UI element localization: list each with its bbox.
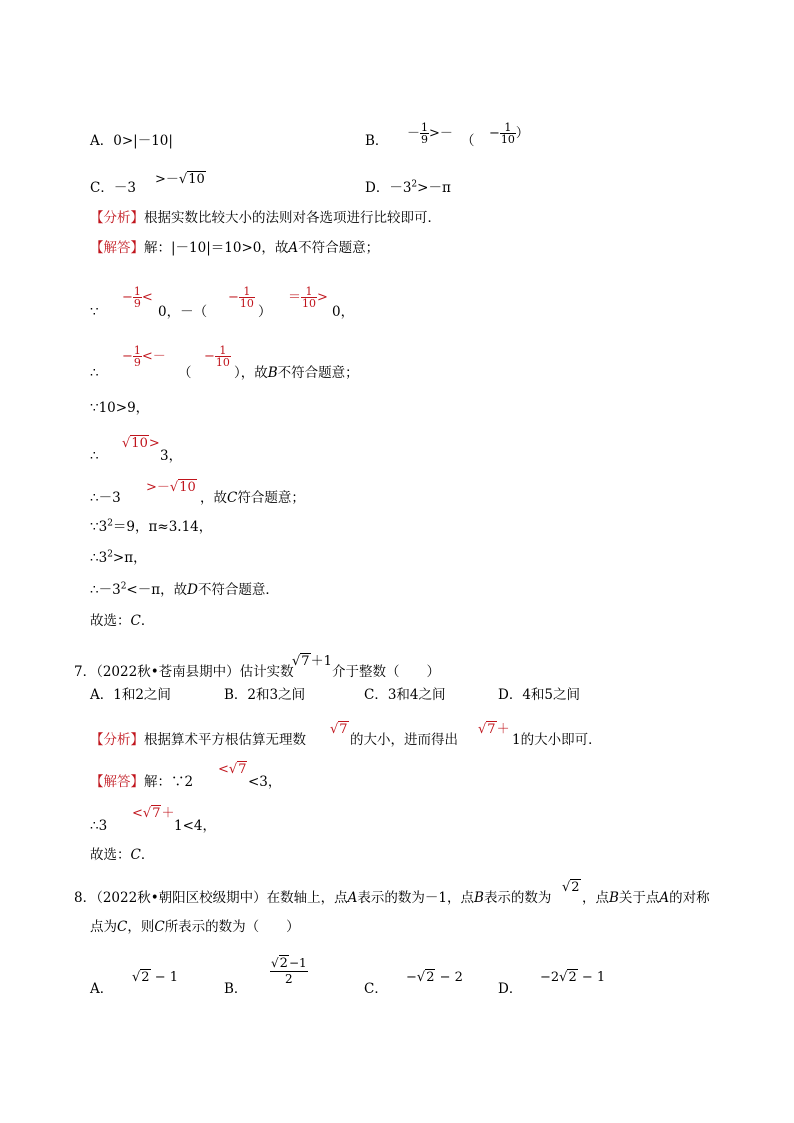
therefore-symbol: ∴	[90, 448, 99, 464]
expr: − $\frac{1}{9}$ <－	[122, 344, 166, 369]
text-end: ，故	[200, 490, 227, 506]
question-text: ，则	[127, 919, 155, 935]
option-a-expr: √2 − 1	[132, 970, 179, 985]
q6-answer-line8	[90, 550, 147, 566]
q6-answer-line2	[90, 286, 390, 320]
plus-sign: ＋	[161, 806, 175, 821]
q6-analysis	[90, 210, 441, 226]
radicand: 7	[487, 722, 496, 737]
q6-answer-line7	[90, 519, 212, 535]
paren-open: （	[178, 365, 192, 381]
operator: >－	[146, 480, 170, 495]
text-end: ．	[140, 847, 155, 863]
question-number: 7．	[74, 664, 97, 680]
option-text: A．1和2之间	[90, 687, 171, 703]
radicand: 2	[571, 880, 580, 895]
paren-close: ）	[515, 126, 529, 141]
text	[90, 732, 306, 748]
expr: √10>	[122, 436, 160, 451]
q7-choice	[90, 847, 154, 863]
answer-text: 解：|－10|＝10>0，故	[144, 240, 289, 256]
question-source: （2022秋•苍南县期中）	[96, 664, 240, 680]
radicand: 7	[238, 762, 247, 777]
analysis-text-end: 1的大小即可．	[512, 732, 602, 748]
minus-sign: －	[407, 126, 421, 141]
text-end: 不符合题意．	[197, 582, 279, 598]
q7-option-b	[224, 687, 305, 703]
expr: − $\frac{1}{10}$	[228, 285, 254, 310]
plus-sign: ＋	[496, 722, 510, 737]
q8-stem-line1	[74, 880, 734, 908]
question-text: 点为	[90, 919, 117, 935]
option-label: B．	[365, 133, 389, 149]
q7-answer-line2	[90, 806, 350, 834]
option-a-label: A．	[90, 981, 114, 997]
analysis-tag: 【分析】	[90, 732, 144, 748]
option-text: 0>|－10|	[113, 133, 173, 149]
q7-analysis	[90, 722, 650, 750]
text-mid: 0，－（	[158, 304, 208, 320]
analysis-text: 根据实数比较大小的法则对各选项进行比较即可．	[144, 210, 441, 226]
expr: √7＋1	[292, 654, 332, 669]
paren-open: （	[461, 133, 475, 149]
option-label: C．	[90, 180, 114, 196]
radicand: 2	[426, 970, 435, 985]
option-text: B．2和3之间	[224, 687, 306, 703]
operator: >	[317, 290, 328, 305]
option-rest: − 2	[435, 970, 463, 985]
radicand: 7	[339, 722, 348, 737]
expr: √2	[562, 880, 580, 895]
analysis-tag: 【分析】	[90, 210, 144, 226]
q6-answer-line1	[90, 240, 379, 256]
question-text-end: 介于整数（ ）	[332, 664, 440, 680]
text-tail: 不符合题意；	[277, 365, 359, 381]
text-end: ），故	[234, 365, 268, 381]
text-end: <3，	[248, 774, 282, 790]
option-d-label: D．	[498, 981, 523, 997]
question-text: 估计实数	[239, 664, 294, 680]
q6-answer-line5	[90, 436, 290, 466]
option-text: －3	[113, 180, 136, 196]
question-number: 8．	[74, 890, 97, 906]
text-end: 3，	[160, 448, 183, 464]
question-text: 表示的数为－1，点	[357, 890, 475, 906]
radicand: 7	[301, 654, 310, 669]
q7-option-c	[364, 687, 446, 703]
text	[74, 664, 294, 680]
expr: √7＋	[478, 722, 510, 737]
variable: B	[474, 890, 484, 906]
q7-option-a	[90, 687, 171, 703]
denominator: 2	[285, 972, 293, 986]
question-text: 表示的数为	[483, 890, 552, 906]
expr: − $\frac{1}{9}$ <	[122, 285, 153, 310]
option-expr-2: − $\frac{1}{10}$ ）	[489, 121, 529, 146]
numerator-rest: −1	[288, 956, 307, 970]
answer-tag: 【解答】	[90, 240, 144, 256]
variable: B	[609, 890, 619, 906]
question-text: 的对称	[669, 890, 710, 906]
option-expr	[155, 172, 206, 188]
exponent: 2	[107, 549, 113, 560]
option-text: D．4和5之间	[498, 687, 581, 703]
exponent: 2	[107, 518, 113, 529]
operator: >－	[155, 172, 179, 187]
option-expr	[407, 122, 453, 145]
therefore-symbol: ∴	[90, 365, 99, 381]
operator: <	[141, 290, 153, 305]
text-tail: 符合题意；	[237, 490, 305, 506]
expr: − $\frac{1}{10}$	[204, 344, 230, 369]
q6-answer-line3	[90, 345, 410, 379]
variable: A	[347, 890, 358, 906]
text-mid: <－π，故	[126, 582, 188, 598]
q7-option-d	[498, 687, 580, 703]
expr: √7	[330, 722, 348, 737]
minus-sign: −	[406, 970, 417, 985]
option-rest: − 1	[577, 970, 606, 985]
option-d-expr: −2√2 − 1	[540, 970, 606, 985]
text	[74, 890, 551, 906]
numerator: 1	[421, 121, 429, 134]
radicand: 2	[279, 956, 288, 971]
text: 故选：	[90, 847, 131, 863]
radicand: 2	[141, 970, 150, 985]
q6-answer-line6	[90, 480, 410, 510]
operator: >－	[429, 126, 453, 141]
option-text-rest: >－π	[417, 180, 451, 196]
paren-close: ）	[258, 304, 272, 320]
plus-one: ＋1	[310, 654, 332, 669]
q6-option-c	[90, 172, 205, 196]
numerator: 1	[500, 122, 516, 134]
q7-answer-line1	[90, 762, 350, 790]
option-b-label: B．	[224, 981, 248, 997]
exponent: 2	[411, 179, 418, 190]
question-text: 所表示的数为（ ）	[164, 919, 300, 935]
q6-answer-line4	[90, 400, 149, 416]
expr: >－√10	[146, 480, 196, 495]
q8-stem-line2	[90, 919, 300, 935]
coefficient: −2	[540, 970, 560, 985]
option-text: C．3和4之间	[364, 687, 446, 703]
variable: C	[117, 919, 128, 935]
text	[582, 890, 710, 906]
expr: ＝ $\frac{1}{10}$ >	[288, 285, 328, 310]
q6-choice	[90, 613, 154, 629]
answer-tag: 【解答】	[90, 774, 144, 790]
text: ∵10>9，	[90, 400, 150, 416]
option-label: D．	[365, 180, 390, 196]
operator: >	[148, 436, 160, 451]
text	[200, 490, 305, 506]
variable: A	[659, 890, 670, 906]
option-text: －3	[389, 180, 412, 196]
operator: <－	[141, 349, 166, 364]
q6-option-a	[90, 133, 173, 149]
operator: <	[218, 762, 229, 777]
because-symbol: ∵	[90, 304, 99, 320]
variable: C	[154, 919, 165, 935]
variable: C	[227, 490, 238, 506]
text: ∴3	[90, 818, 108, 834]
analysis-text-mid: 的大小，进而得出	[350, 732, 458, 748]
question-text: 在数轴上，点	[266, 890, 348, 906]
equals: ＝	[288, 290, 302, 305]
fraction	[500, 122, 516, 145]
variable: B	[267, 365, 278, 381]
analysis-text: 根据算术平方根估算无理数	[144, 732, 306, 748]
text-end: 0，	[332, 304, 355, 320]
expr: <√7	[218, 762, 247, 777]
answer-text-end: 不符合题意；	[298, 240, 380, 256]
q6-option-d	[365, 180, 451, 196]
q8-options	[90, 956, 730, 996]
option-c-label: C．	[364, 981, 388, 997]
text: ∴－3	[90, 490, 121, 506]
text	[234, 365, 359, 381]
variable: C	[130, 847, 141, 863]
text	[90, 774, 193, 790]
text-end: >π，	[112, 550, 147, 566]
radical: √10	[178, 172, 205, 187]
text-end: ＝9，π≈3.14，	[112, 519, 213, 535]
question-text: 关于点	[618, 890, 660, 906]
question-source: （2022秋•朝阳区校级期中）	[96, 890, 267, 906]
variable: D	[187, 582, 198, 598]
radicand: 10	[188, 172, 205, 187]
denominator: 10	[500, 133, 515, 146]
text: 故选：	[90, 613, 131, 629]
option-label: A．	[90, 133, 114, 149]
option-c-expr: −√2 − 2	[406, 970, 463, 985]
option-rest: − 1	[150, 970, 179, 985]
text-end: ．	[140, 613, 155, 629]
answer-text: 解：∵2	[144, 774, 194, 790]
fraction	[420, 122, 429, 145]
operator: <	[132, 806, 143, 821]
text-end: 1<4，	[174, 818, 216, 834]
radicand: 7	[152, 806, 161, 821]
exponent: 2	[120, 581, 127, 592]
variable: C	[130, 613, 141, 629]
question-text: ，点	[582, 890, 609, 906]
q7-stem	[74, 656, 534, 684]
text: ∵3	[90, 519, 108, 535]
text: ∴3	[90, 550, 108, 566]
denominator: 9	[421, 133, 429, 146]
option-b-expr: $\frac{√2-1}{2}$	[271, 956, 307, 986]
radicand: 2	[568, 970, 577, 985]
expr: <√7＋	[132, 806, 175, 821]
text: ∴－3	[90, 582, 121, 598]
q6-answer-line9	[90, 582, 279, 598]
variable: A	[288, 240, 299, 256]
